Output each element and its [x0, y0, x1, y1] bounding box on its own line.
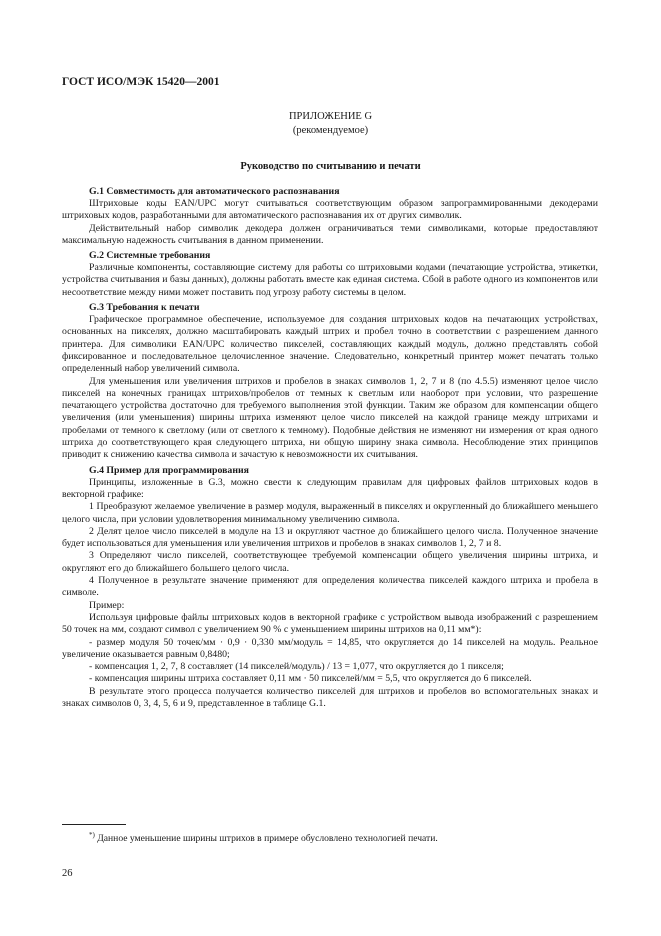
footnote-divider [62, 824, 126, 825]
paragraph: Графическое программное обеспечение, используемое для создания штриховых кодов на печатающих устройствах, основанных на пикселях, должно масштабировать каждый штрих и пробел точно в соответствии с разрешением данного принтера. Для символики EAN/UPC количество пикселей, составляющих каждый модуль, должно представлять собой фиксированное и последовательное целочисленное значение. Следовательно, конкретный принтер может печатать только определенный набор увеличений символа. [62, 314, 598, 375]
section-g1 [62, 185, 598, 247]
example-label: Пример: [89, 599, 125, 611]
paragraph: Принципы, изложенные в G.3, можно свести к следующим правилам для цифровых файлов штриховых кодов в векторной графике: [62, 476, 598, 500]
appendix-note: (рекомендуемое) [292, 125, 369, 136]
section-g3 [62, 301, 598, 462]
section-heading: G.1 Совместимость для автоматического распознавания [89, 186, 340, 197]
section-g2 [62, 249, 598, 299]
section-g4 [62, 464, 598, 711]
calc-item: - компенсация ширины штриха составляет 0,11 мм · 50 пикселей/мм = 5,5, что округляется до 6 пикселей. [89, 673, 532, 685]
paragraph: В результате этого процесса получается количество пикселей для штрихов и пробелов во вспомогательных знаках и знаках символов 0, 3, 4, 5, 6 и 9, представленное в таблице G.1. [62, 685, 598, 709]
paragraph: Для уменьшения или увеличения штрихов и пробелов в знаках символов 1, 2, 7 и 8 (по 4.5.5) изменяют целое число пикселей на конечных границах штрихов/пробелов от темных к светлым или наоборот при условии, что разрешение печатающего устройства достаточно для требуемого выполнения этой функции. Таким же образом для компенсации общего увеличения (или уменьшения) ширины штриха изменяют целое число пикселей на каждой границе между штрихами и пробелами от темного к светлому (или от светлого к темному). Подобные действия не изменяют ни измерения от края одного штриха до соответствующего края следующего штриха, ни общую ширину знака символа. Несоблюдение этих принципов приводит к снижению качества символа и зачастую к невозможности их считывания. [62, 375, 598, 461]
section-heading: G.2 Системные требования [89, 250, 211, 262]
appendix-title: Руководство по считыванию и печати [240, 161, 421, 172]
footnote-marker: *) [89, 831, 95, 839]
document-body [62, 183, 598, 710]
paragraph: Используя цифровые файлы штриховых кодов в векторной графике с устройством вывода изображений с разрешением 50 точек на мм, создают символ с увеличением 90 % с уменьшением ширины штрихов на 0,11 мм*): [62, 611, 598, 636]
section-heading: G.4 Пример для программирования [89, 464, 249, 476]
rule-item: 2 Делят целое число пикселей в модуле на 13 и округляют частное до ближайшего целого числа. Полученное значение будет использоваться для уменьшения или увеличения штрихов и пробелов в знаках символов 1, 2, 7 и 8. [62, 525, 598, 550]
paragraph: Различные компоненты, составляющие систему для работы со штриховыми кодами (печатающие устройства, этикетки, устройства считывания и базы данных), должны работать вместе как единая система. Сбой в работе одного из компонентов или несоответствие между ними может поставить под угрозу работу системы в целом. [62, 262, 598, 298]
rule-item: 1 Преобразуют желаемое увеличение в размер модуля, выраженный в пикселях и округленный до ближайшего меньшего целого числа, при условии удовлетворения минимальному увеличению символа. [62, 501, 598, 525]
paragraph: Штриховые коды EAN/UPC могут считываться соответствующим образом запрограммированными декодерами штриховых кодов, разработанными для автоматического распознавания их от других символик. [62, 198, 598, 222]
calc-item: - компенсация 1, 2, 7, 8 составляет (14 пикселей/модуль) / 13 = 1,077, что округляется до 1 пикселя; [89, 661, 504, 673]
footnote-text: Данное уменьшение ширины штрихов в примере обусловлено технологией печати. [97, 833, 438, 845]
section-heading: G.3 Требования к печати [89, 302, 200, 314]
footnote [89, 831, 438, 844]
document-code: ГОСТ ИСО/МЭК 15420—2001 [62, 76, 220, 88]
calc-item: - размер модуля 50 точек/мм · 0,9 · 0,330 мм/модуль = 14,85, что округляется до 14 пикселей на модуль. Реальное увеличение оказывается равным 0,8480; [62, 636, 598, 660]
appendix-heading [0, 110, 661, 138]
paragraph: Действительный набор символик декодера должен ограничиваться теми символиками, которые предоставляют максимальную надежность считывания в данном применении. [62, 222, 598, 246]
rule-item: 4 Полученное в результате значение применяют для определения количества пикселей каждого штриха и пробела в символе. [62, 575, 598, 599]
appendix-label: ПРИЛОЖЕНИЕ G [288, 111, 373, 122]
page-number: 26 [62, 868, 73, 879]
rule-item: 3 Определяют число пикселей, соответствующее требуемой компенсации общего увеличения ширины штриха, и округляют его до ближайшего большего целого числа. [62, 550, 598, 574]
